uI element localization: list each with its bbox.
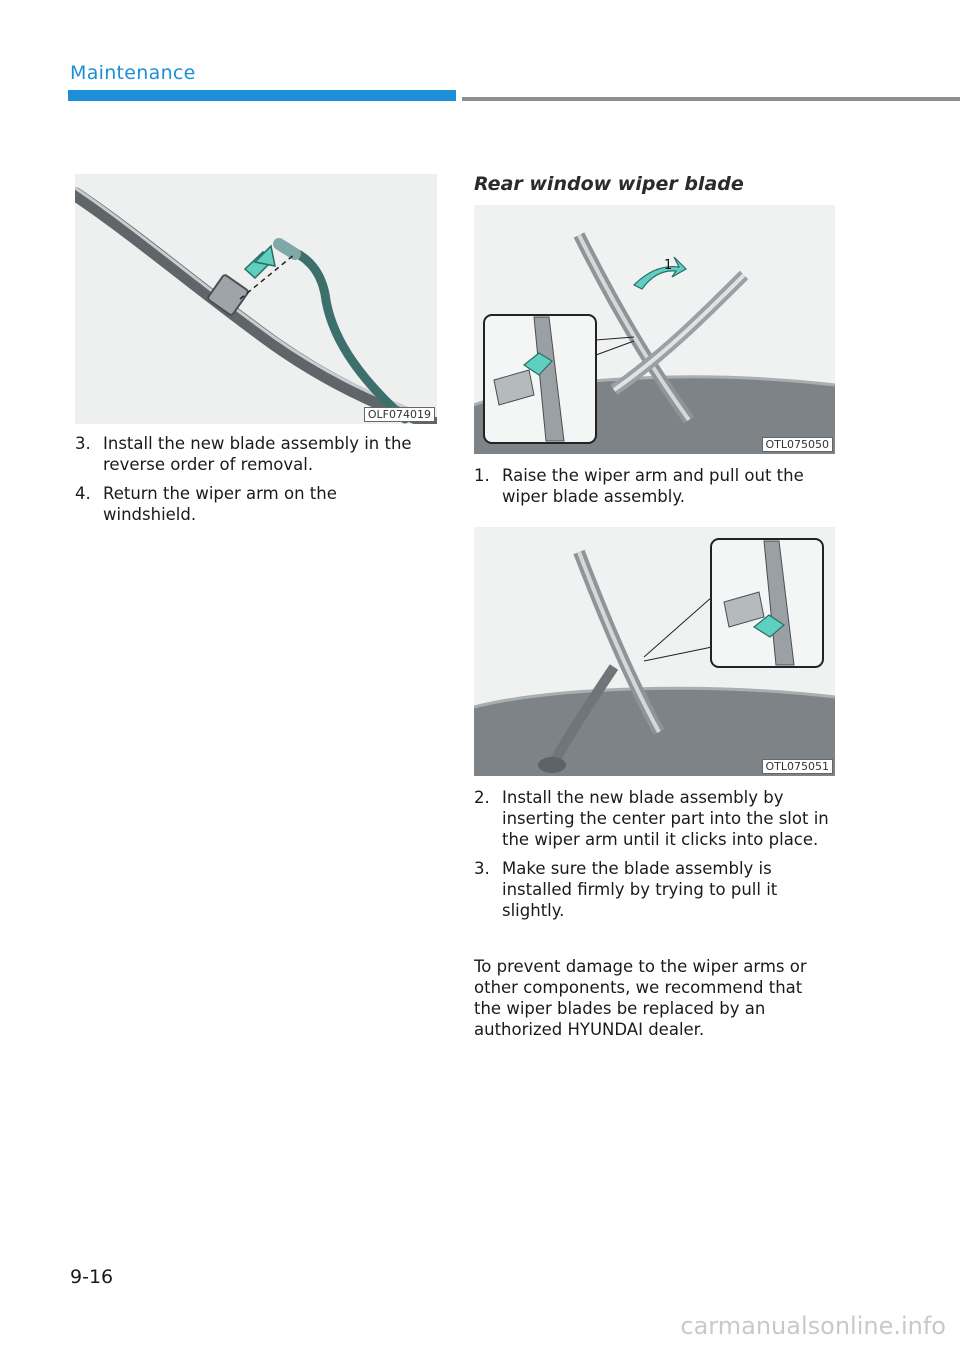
section-heading: Rear window wiper blade: [474, 173, 744, 195]
maintenance-note: To prevent damage to the wiper arms or other components, we recommend that the wiper blades be replaced by an authorized HYUNDAI dealer.: [474, 957, 807, 1039]
step-number: 1.: [474, 466, 490, 485]
step-number: 2.: [474, 788, 490, 807]
step-text: Install the new blade assembly by inserting the center part into the slot in the wiper arm until it clicks into place.: [502, 788, 829, 849]
right-steps-list-2: [474, 787, 834, 929]
step-number: 3.: [75, 434, 91, 453]
list-item: [474, 465, 834, 507]
rear-wiper-remove-illustration: [474, 205, 835, 454]
header-rule-gray: [462, 97, 960, 101]
figure-code: OLF074019: [364, 407, 435, 422]
rear-wiper-install-illustration: [474, 527, 835, 776]
figure-rear-wiper-remove: [474, 205, 835, 454]
list-item: [75, 483, 435, 525]
figure-rear-wiper-install: [474, 527, 835, 776]
step-text: Raise the wiper arm and pull out the wiper blade assembly.: [502, 466, 804, 506]
list-item: [474, 858, 834, 921]
step-text: Return the wiper arm on the windshield.: [103, 484, 337, 524]
figure-code: OTL075051: [762, 759, 834, 774]
step-number: 4.: [75, 484, 91, 503]
figure-wiper-blade-install: [75, 174, 437, 424]
list-item: [75, 433, 435, 475]
step-number: 3.: [474, 859, 490, 878]
watermark: carmanualsonline.info: [680, 1312, 946, 1340]
header-rule-blue: [68, 90, 456, 101]
step-text: Install the new blade assembly in the reverse order of removal.: [103, 434, 412, 474]
figure-code: OTL075050: [762, 437, 834, 452]
right-steps-list-1: [474, 465, 834, 515]
callout-number: 1: [664, 258, 673, 273]
section-title: Maintenance: [70, 62, 196, 84]
wiper-blade-illustration: [75, 174, 437, 424]
left-steps-list: [75, 433, 435, 533]
list-item: [474, 787, 834, 850]
step-text: Make sure the blade assembly is installed firmly by trying to pull it slightly.: [502, 859, 778, 920]
page-number: 9-16: [70, 1266, 114, 1288]
